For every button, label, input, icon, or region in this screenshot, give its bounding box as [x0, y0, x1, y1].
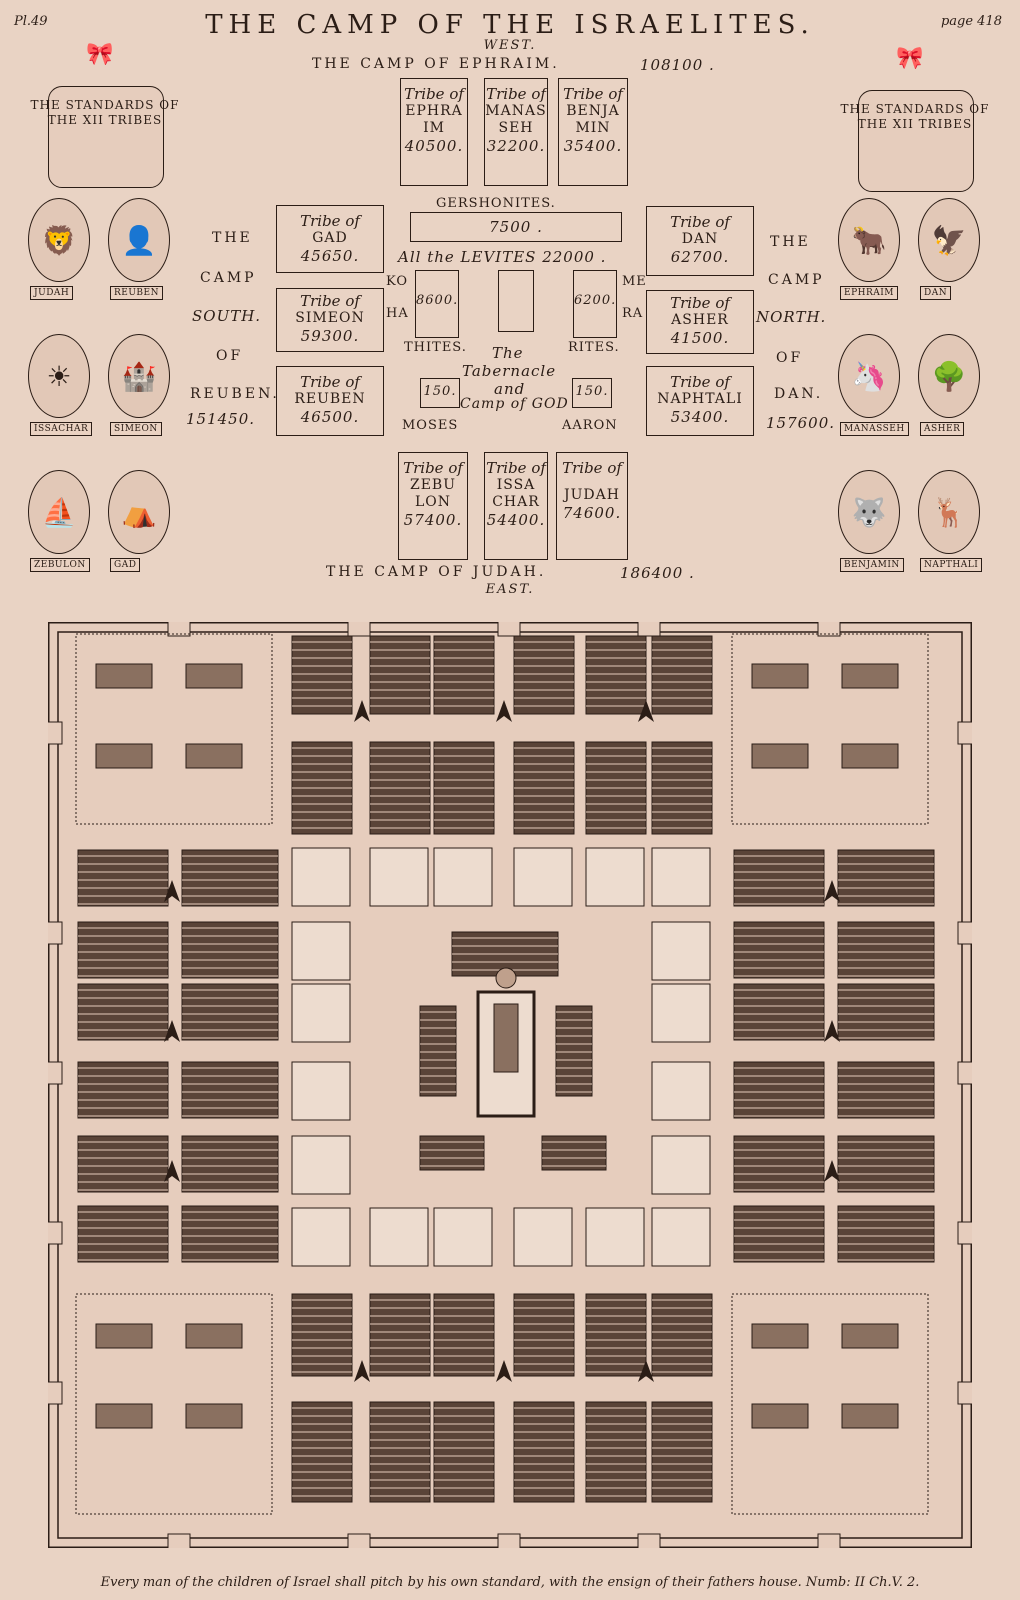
aaron-box: [572, 378, 612, 408]
cattle-pen: [586, 1208, 644, 1266]
page-number: page 418: [940, 14, 1002, 29]
cattle-pen: [586, 848, 644, 906]
tent-block: [420, 1136, 484, 1170]
tribe-pop: 59300.: [300, 327, 360, 345]
camp-plan-illustration: [48, 622, 972, 1548]
tribe-name: REUBEN: [294, 391, 366, 407]
cattle-pen: [652, 848, 710, 906]
kohathites-b: HA: [386, 306, 409, 321]
merarites-c: RITES.: [568, 340, 620, 355]
wolf-icon: 🐺: [838, 470, 900, 554]
cattle-pen: [652, 922, 710, 980]
camp-south-dir: SOUTH.: [192, 307, 262, 325]
gate-east: [958, 922, 972, 944]
all-levites-label: All the LEVITES 22000 .: [398, 248, 607, 266]
tent-block: [182, 1062, 278, 1118]
cattle-pen: [434, 848, 492, 906]
tent-block: [434, 1402, 494, 1502]
merarites-a: ME: [622, 274, 647, 289]
camp-east-label: THE CAMP OF JUDAH.: [326, 564, 547, 580]
tribe-box-north-2: [646, 290, 754, 354]
tent-block: [78, 1136, 168, 1192]
tribe-pop: 45650.: [300, 247, 360, 265]
gate-west: [48, 1382, 62, 1404]
camp-south-of: OF: [216, 348, 244, 364]
standards-heading: THE STANDARDS OF THE XII TRIBES: [30, 98, 180, 127]
wagon: [842, 1404, 898, 1428]
gate-east: [958, 1222, 972, 1244]
medal-grid: [836, 198, 994, 608]
tribe-pop: 62700.: [670, 248, 730, 266]
tent-icon: ⛺: [108, 470, 170, 554]
standard-banner: SIMEON: [110, 422, 162, 436]
tribe-name: EPHRA IM: [405, 103, 463, 136]
gate-east: [958, 1382, 972, 1404]
cattle-pen: [652, 1136, 710, 1194]
cattle-pen: [514, 1208, 572, 1266]
moses-box: [420, 378, 460, 408]
cattle-pen: [514, 848, 572, 906]
tribe-name: JUDAH: [564, 487, 620, 503]
gate-north: [348, 622, 370, 636]
aaron-num: 150.: [575, 384, 609, 399]
gate-north: [168, 622, 190, 636]
unicorn-icon: 🦄: [838, 334, 900, 418]
tribe-box-west-3: [558, 78, 628, 186]
tribe-box-north-3: [646, 366, 754, 436]
camp-west-label: THE CAMP OF EPHRAIM.: [312, 56, 560, 72]
tent-block: [586, 636, 646, 714]
tent-block: [514, 636, 574, 714]
merarites-b: RA: [622, 306, 644, 321]
standard-banner: ASHER: [920, 422, 964, 436]
moses-num: 150.: [423, 384, 457, 399]
tent-block: [78, 1062, 168, 1118]
tribe-box-south-3: [276, 366, 384, 436]
tent-block: [734, 1062, 824, 1118]
tent-block: [652, 1402, 712, 1502]
tabernacle-line-3: and: [494, 380, 526, 398]
tribe-prefix: Tribe of: [563, 85, 623, 103]
camp-north-dir: NORTH.: [756, 308, 827, 326]
tribe-prefix: Tribe of: [670, 213, 730, 231]
tribe-box-south-2: [276, 288, 384, 352]
gate-south: [168, 1534, 190, 1548]
lion-icon: 🦁: [28, 198, 90, 282]
cattle-pen: [652, 1208, 710, 1266]
merarites-box: [573, 270, 617, 338]
wagon: [752, 1324, 808, 1348]
tent-block: [734, 850, 824, 906]
tent-block: [514, 1402, 574, 1502]
camp-north-of: OF: [776, 350, 804, 366]
standard-banner: JUDAH: [30, 286, 73, 300]
tribe-prefix: Tribe of: [670, 294, 730, 312]
standard-banner: NAPTHALI: [920, 558, 982, 572]
tent-block: [182, 984, 278, 1040]
wagon: [186, 744, 242, 768]
kohathites-num: 8600.: [416, 293, 459, 308]
camp-west-total: 108100 .: [640, 56, 715, 74]
merarites-num: 6200.: [574, 293, 617, 308]
gate-south: [638, 1534, 660, 1548]
standard-banner: EPHRAIM: [840, 286, 898, 300]
tribe-name: SIMEON: [295, 310, 365, 326]
gate-south: [818, 1534, 840, 1548]
standard-banner: DAN: [920, 286, 951, 300]
wagon: [186, 664, 242, 688]
tent-block: [652, 636, 712, 714]
tribe-prefix: Tribe of: [486, 459, 546, 477]
tribe-prefix: Tribe of: [562, 459, 622, 477]
gershonites-num: 7500 .: [489, 218, 543, 236]
standard-banner: BENJAMIN: [840, 558, 904, 572]
camp-north-total: 157600.: [766, 414, 836, 432]
man-bust-icon: 👤: [108, 198, 170, 282]
tribe-name: DAN: [681, 231, 719, 247]
tribe-pop: 40500.: [404, 137, 464, 155]
camp-south-the: THE: [212, 230, 253, 246]
medal-grid: [26, 198, 184, 608]
wagon: [96, 744, 152, 768]
ribbon-bow-icon: 🎀: [896, 46, 924, 71]
eagle-icon: 🦅: [918, 198, 980, 282]
gate-west: [48, 1062, 62, 1084]
camp-south-camp: CAMP: [200, 270, 257, 286]
city-icon: 🏰: [108, 334, 170, 418]
tribe-pop: 46500.: [300, 408, 360, 426]
tribe-prefix: Tribe of: [404, 85, 464, 103]
tribe-prefix: Tribe of: [486, 85, 546, 103]
tribe-pop: 54400.: [486, 511, 546, 529]
wagon: [186, 1324, 242, 1348]
tent-block: [838, 1206, 934, 1262]
gate-north: [638, 622, 660, 636]
tribe-prefix: Tribe of: [300, 373, 360, 391]
tent-block: [182, 850, 278, 906]
tent-block: [734, 1136, 824, 1192]
wagon: [842, 744, 898, 768]
tribe-name: ZEBU LON: [409, 477, 457, 510]
tribe-box-east-2: [484, 452, 548, 560]
tent-block: [586, 1402, 646, 1502]
wagon: [842, 664, 898, 688]
tribe-name: GAD: [312, 230, 348, 246]
wagon: [186, 1404, 242, 1428]
camp-south-total: 151450.: [186, 410, 256, 428]
standard-banner: MANASSEH: [840, 422, 909, 436]
west-label: WEST.: [483, 38, 537, 53]
ox-icon: 🐂: [838, 198, 900, 282]
tent-block: [434, 636, 494, 714]
pillar-of-cloud-icon: [496, 968, 516, 988]
tent-block: [78, 922, 168, 978]
wagon: [752, 664, 808, 688]
tribe-box-north-1: [646, 206, 754, 276]
gate-north: [498, 622, 520, 636]
camp-north-camp: CAMP: [768, 272, 825, 288]
wagon: [842, 1324, 898, 1348]
tribe-pop: 53400.: [670, 408, 730, 426]
tribe-box-west-2: [484, 78, 548, 186]
tent-block: [78, 984, 168, 1040]
gate-east: [958, 722, 972, 744]
camp-north-the: THE: [770, 234, 811, 250]
east-label: EAST.: [485, 582, 535, 597]
deer-icon: 🦌: [918, 470, 980, 554]
tent-block: [78, 850, 168, 906]
gate-east: [958, 1062, 972, 1084]
tent-block: [734, 1206, 824, 1262]
tabernacle-line-2: Tabernacle: [462, 362, 557, 380]
tent-block: [182, 922, 278, 978]
scripture-caption: Every man of the children of Israel shall pitch by his own standard, with the ensign of their fathers house. Numb: II Ch.V. 2.: [100, 1575, 920, 1590]
cattle-pen: [292, 922, 350, 980]
tribe-pop: 74600.: [562, 504, 622, 522]
tabernacle-line-1: The: [492, 344, 524, 362]
page-title: THE CAMP OF THE ISRAELITES.: [205, 10, 815, 40]
kohathites-box: [415, 270, 459, 338]
tribe-name: BENJA MIN: [566, 103, 620, 136]
tent-block: [838, 984, 934, 1040]
ship-icon: ⛵: [28, 470, 90, 554]
tribe-box-west-1: [400, 78, 468, 186]
standard-banner: ZEBULON: [30, 558, 90, 572]
camp-south-name: REUBEN.: [190, 386, 280, 402]
cattle-pen: [370, 1208, 428, 1266]
tent-block: [838, 1136, 934, 1192]
gate-south: [498, 1534, 520, 1548]
tribe-name: ISSA CHAR: [492, 477, 540, 510]
tent-block: [370, 1402, 430, 1502]
cattle-pen: [292, 1208, 350, 1266]
tent-block: [292, 636, 352, 714]
wagon: [752, 744, 808, 768]
standards-right: [836, 46, 994, 618]
gershonites-box: [410, 212, 622, 242]
standard-banner: REUBEN: [110, 286, 163, 300]
tent-block: [734, 922, 824, 978]
standards-left: [26, 42, 184, 614]
tent-block: [182, 1136, 278, 1192]
tribe-pop: 32200.: [486, 137, 546, 155]
tribe-name: ASHER: [671, 312, 729, 328]
cattle-pen: [370, 848, 428, 906]
wagon: [96, 664, 152, 688]
wagon: [96, 1324, 152, 1348]
tribe-box-east-1: [398, 452, 468, 560]
tribe-pop: 41500.: [670, 329, 730, 347]
gate-west: [48, 722, 62, 744]
standard-banner: GAD: [110, 558, 140, 572]
gate-west: [48, 1222, 62, 1244]
cattle-pen: [434, 1208, 492, 1266]
kohathites-c: THITES.: [404, 340, 467, 355]
cattle-pen: [292, 848, 350, 906]
tree-icon: 🌳: [918, 334, 980, 418]
cattle-pen: [652, 1062, 710, 1120]
tent-block: [78, 1206, 168, 1262]
cattle-pen: [292, 984, 350, 1042]
cattle-pen: [652, 984, 710, 1042]
wagon: [752, 1404, 808, 1428]
moses-label: MOSES: [402, 418, 459, 433]
tribe-pop: 57400.: [403, 511, 463, 529]
camp-east-total: 186400 .: [620, 564, 695, 582]
standard-banner: ISSACHAR: [30, 422, 92, 436]
ribbon-bow-icon: 🎀: [86, 42, 114, 67]
tent-block: [542, 1136, 606, 1170]
tribe-prefix: Tribe of: [403, 459, 463, 477]
tabernacle-tent: [494, 1004, 518, 1072]
tribe-box-east-3: [556, 452, 628, 560]
tribe-prefix: Tribe of: [670, 373, 730, 391]
standards-heading: THE STANDARDS OF THE XII TRIBES: [840, 102, 990, 131]
tabernacle-line-4: Camp of GOD: [460, 396, 569, 412]
wagon: [96, 1404, 152, 1428]
sun-moon-icon: ☀: [28, 334, 90, 418]
gershonites-label: GERSHONITES.: [436, 196, 556, 211]
cattle-pen: [292, 1062, 350, 1120]
tribe-pop: 35400.: [563, 137, 623, 155]
tent-block: [292, 1402, 352, 1502]
aaron-label: AARON: [562, 418, 618, 433]
camp-north-name: DAN.: [774, 386, 824, 402]
tribe-name: NAPHTALI: [657, 391, 743, 407]
tribe-prefix: Tribe of: [300, 292, 360, 310]
tent-block: [734, 984, 824, 1040]
tribe-prefix: Tribe of: [300, 212, 360, 230]
tent-block: [370, 636, 430, 714]
tent-block: [182, 1206, 278, 1262]
tribe-box-south-1: [276, 205, 384, 273]
tent-block: [838, 1062, 934, 1118]
tent-block: [838, 850, 934, 906]
gate-south: [348, 1534, 370, 1548]
gate-west: [48, 922, 62, 944]
inner-court-box: [498, 270, 534, 332]
cattle-pen: [292, 1136, 350, 1194]
plate-number: Pl.49: [14, 14, 48, 29]
tent-block: [838, 922, 934, 978]
kohathites-a: KO: [386, 274, 409, 289]
tribe-name: MANAS SEH: [485, 103, 547, 136]
